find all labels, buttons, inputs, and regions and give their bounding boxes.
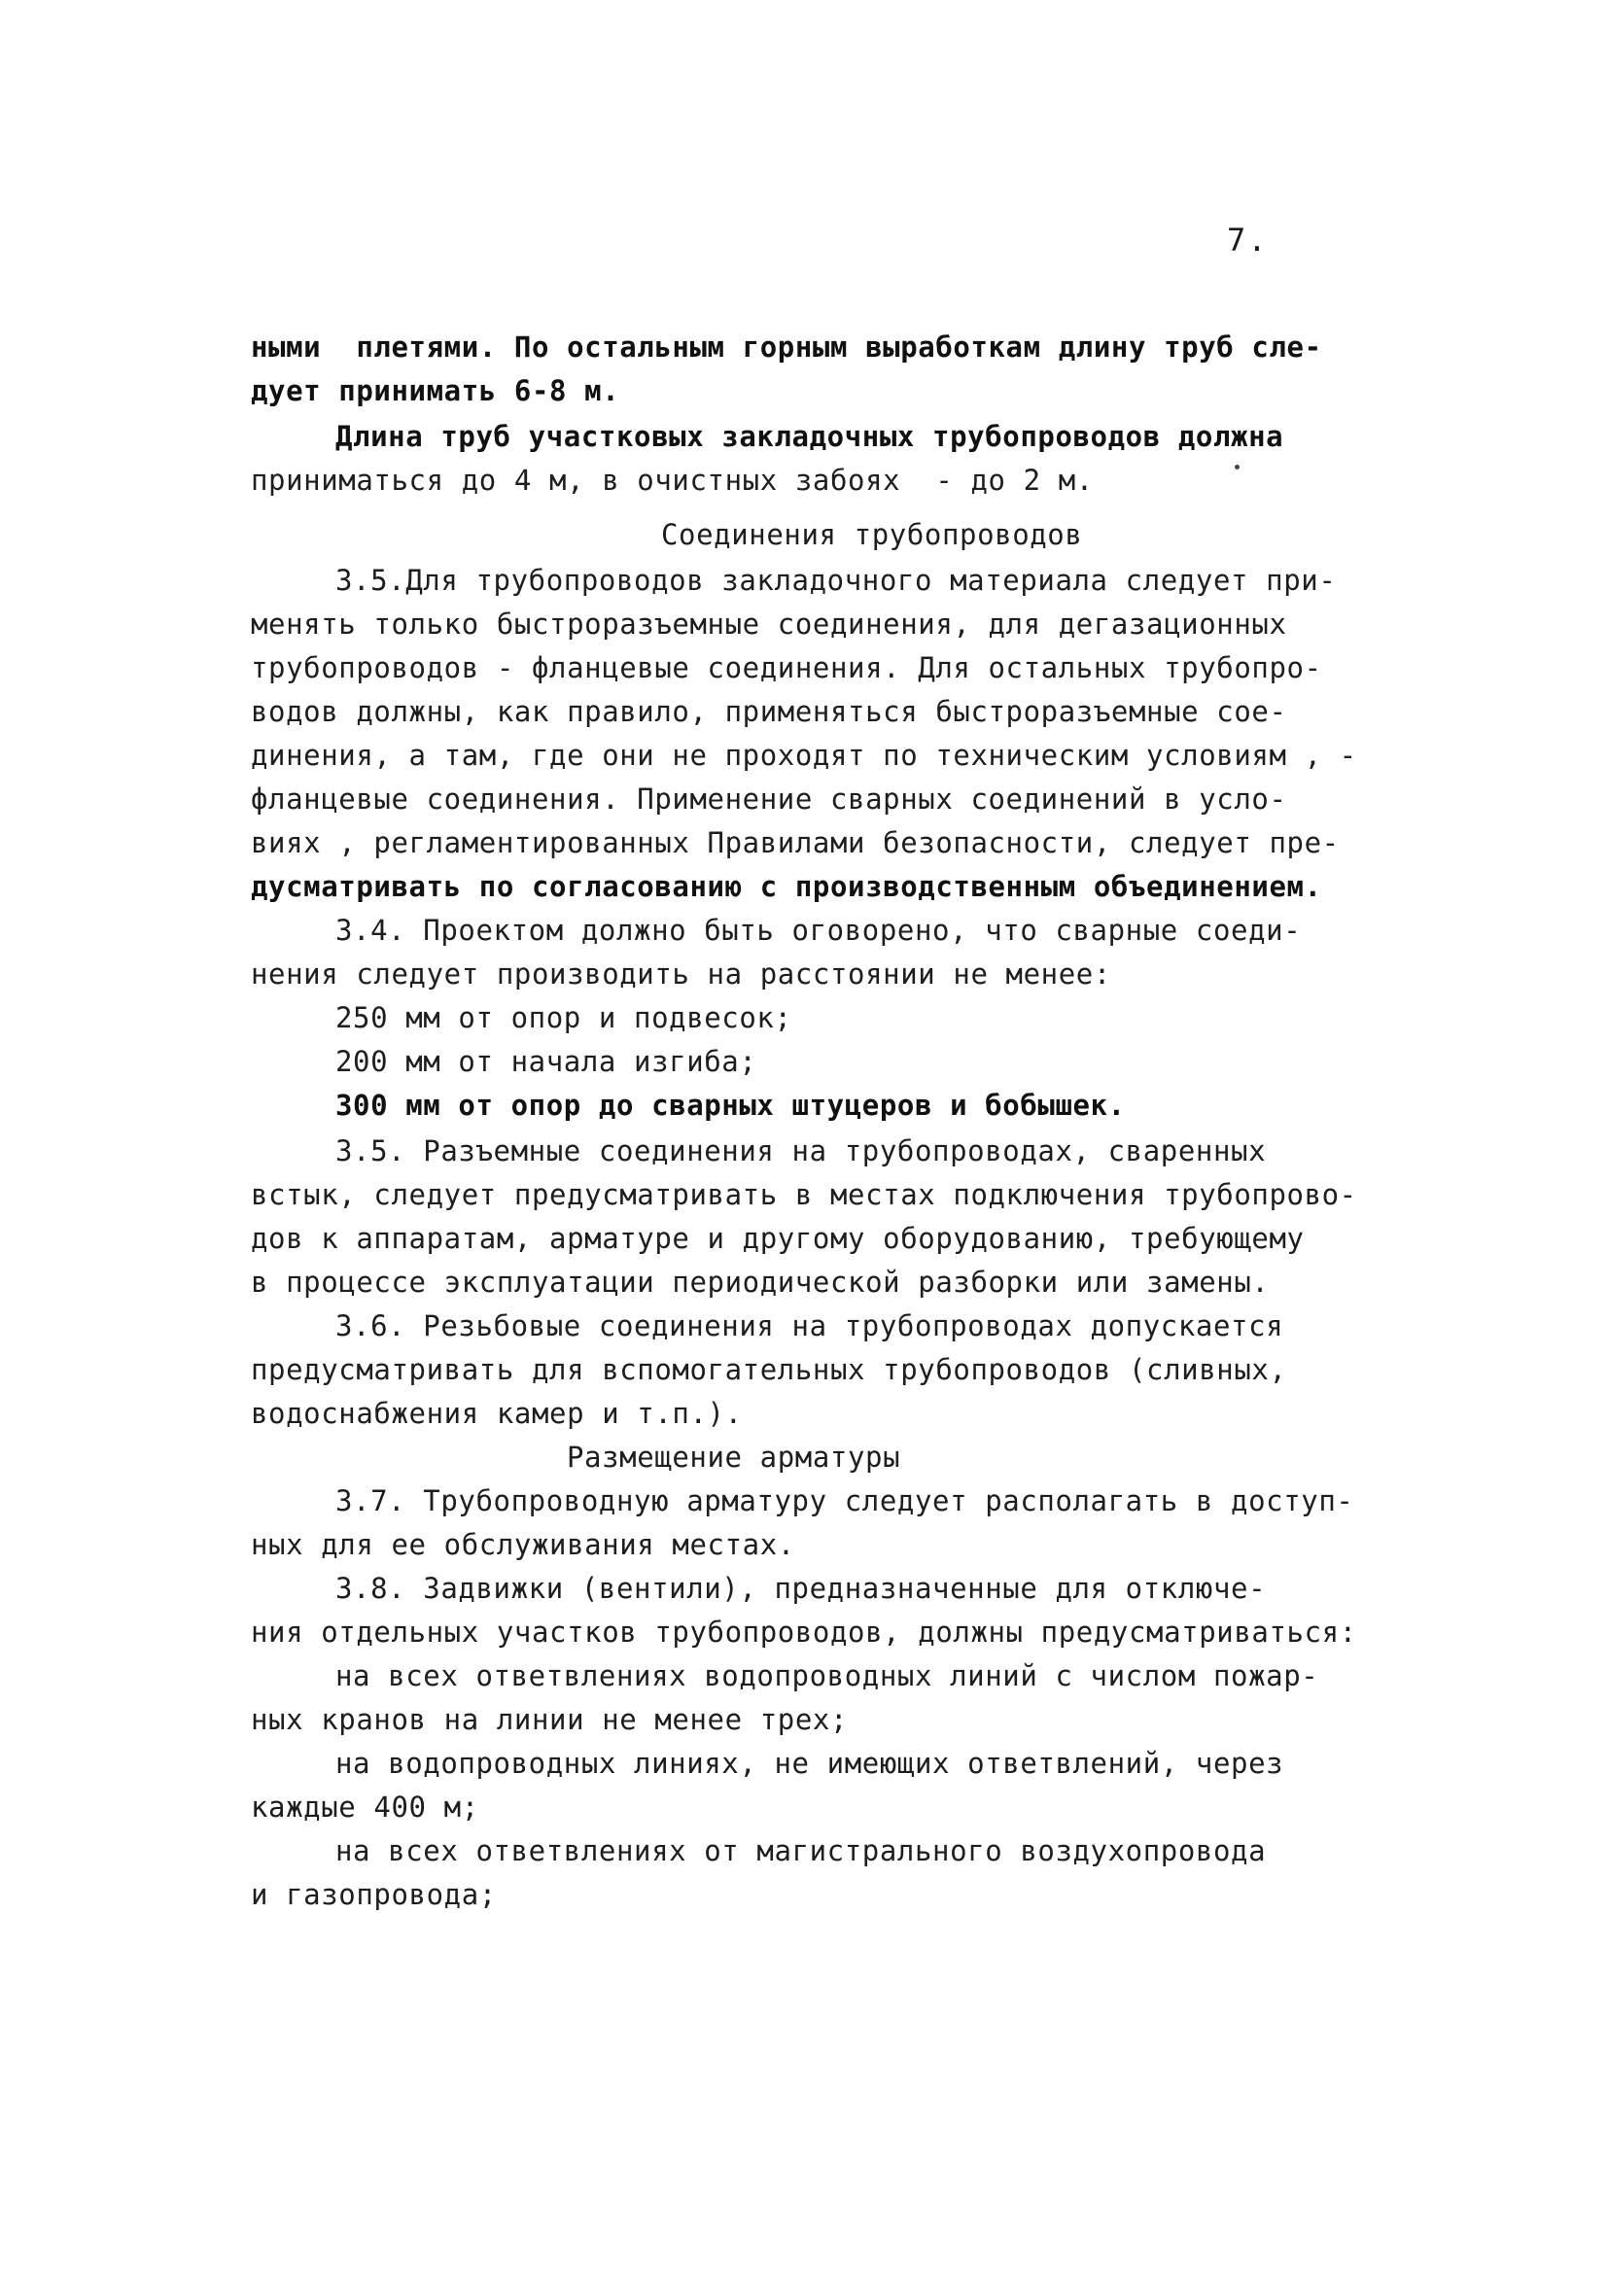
list-item: 300 мм от опор до сварных штуцеров и бобышек. [335,1089,1126,1122]
section-heading: Размещение арматуры [567,1441,901,1474]
text-line: водоснабжения камер и т.п.). [251,1397,743,1430]
text-line: виях , регламентированных Правилами безопасности, следует пре- [251,826,1340,859]
text-line: ных для ее обслуживания местах. [251,1528,795,1561]
text-line: в процессе эксплуатации периодической разборки или замены. [251,1266,1270,1299]
section-heading: Соединения трубопроводов [661,518,1083,551]
list-item-continued: и газопровода; [251,1878,497,1911]
text-line: менять только быстроразъемные соединения, для дегазационных [251,608,1287,641]
list-item: 200 мм от начала изгиба; [335,1045,757,1078]
text-line: предусматривать для вспомогательных трубопроводов (сливных, [251,1353,1287,1386]
list-item-continued: каждые 400 м; [251,1791,479,1824]
text-line: Длина труб участковых закладочных трубопроводов должна [335,420,1284,453]
list-item: на водопроводных линиях, не имеющих ответвлений, через [335,1747,1284,1780]
scan-speck [1235,465,1240,470]
text-line: 3.5.Для трубопроводов закладочного материала следует при- [335,564,1337,597]
text-line: ния отдельных участков трубопроводов, должны предусматриваться: [251,1616,1357,1649]
text-line: ными плетями. По остальным горным выработкам длину труб сле- [251,330,1322,364]
text-line: нения следует производить на расстоянии не менее: [251,957,1111,991]
text-line: встык, следует предусматривать в местах подключения трубопрово- [251,1178,1357,1211]
text-line: 3.6. Резьбовые соединения на трубопроводах допускается [335,1309,1284,1342]
page-number: 7. [1227,222,1269,259]
text-line: дусматривать по согласованию с производственным объединением. [251,870,1322,903]
text-line: 3.8. Задвижки (вентили), предназначенные для отключе- [335,1572,1267,1605]
text-line: трубопроводов - фланцевые соединения. Для остальных трубопро- [251,651,1322,684]
text-line: водов должны, как правило, применяться быстроразъемные сое- [251,695,1287,728]
text-line: фланцевые соединения. Применение сварных соединений в усло- [251,783,1287,816]
text-line: 3.4. Проектом должно быть оговорено, что сварные соеди- [335,914,1302,947]
text-line: 3.7. Трубопроводную арматуру следует располагать в доступ- [335,1484,1354,1517]
text-line: 3.5. Разъемные соединения на трубопроводах, сваренных [335,1134,1267,1167]
list-item: на всех ответвлениях от магистрального воздухопровода [335,1834,1267,1867]
text-line: дует принимать 6-8 м. [251,374,620,407]
list-item-continued: ных кранов на линии не менее трех; [251,1703,849,1736]
list-item: 250 мм от опор и подвесок; [335,1001,792,1034]
text-line: приниматься до 4 м, в очистных забоях - до 2 м. [251,464,1094,497]
list-item: на всех ответвлениях водопроводных линий с числом пожар- [335,1659,1319,1692]
text-line: динения, а там, где они не проходят по техническим условиям , - [251,739,1357,772]
text-line: дов к аппаратам, арматуре и другому оборудованию, требующему [251,1222,1305,1255]
